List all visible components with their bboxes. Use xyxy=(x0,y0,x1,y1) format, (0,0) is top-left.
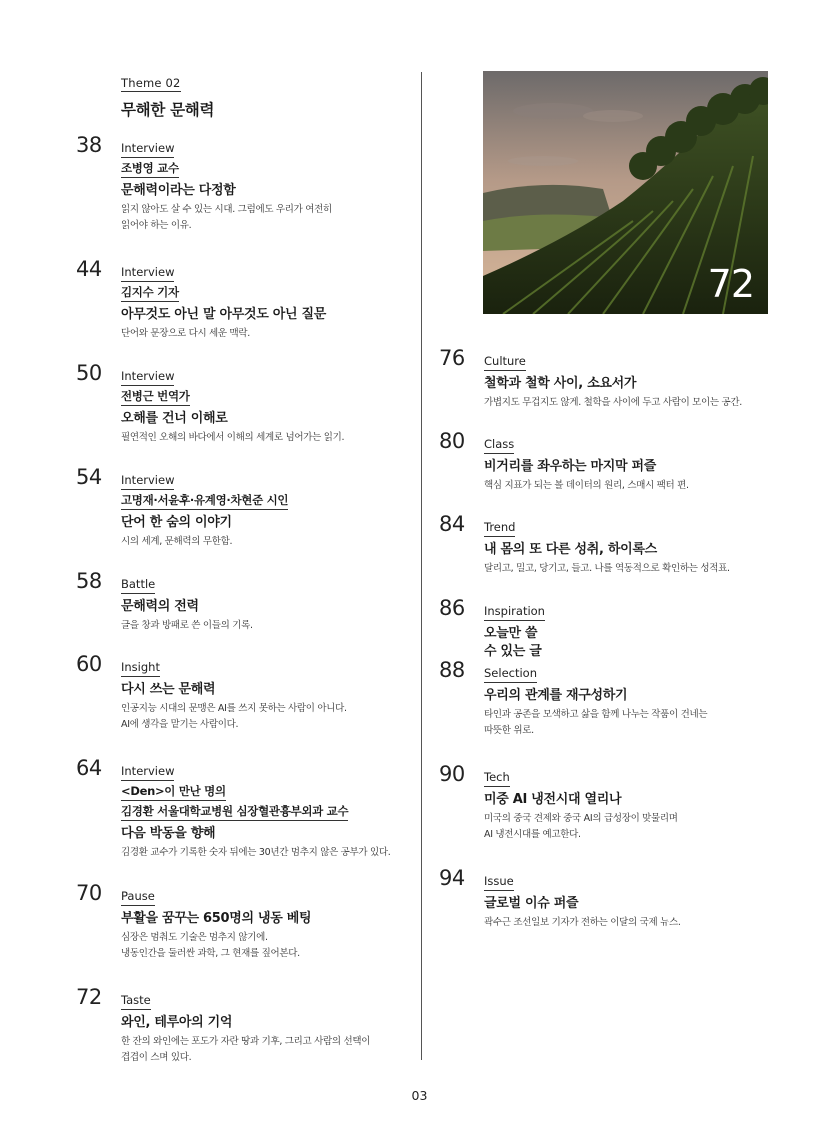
entry-title: 내 몸의 또 다른 성취, 하이록스 xyxy=(484,542,657,557)
desc-line: 타인과 공존을 모색하고 삶을 함께 나누는 작품이 건네는 xyxy=(484,709,708,720)
entry-title: 문해력이라는 다정함 xyxy=(121,183,236,198)
category-label: Interview xyxy=(121,369,174,386)
desc-line: 필연적인 오해의 바다에서 이해의 세계로 넘어가는 읽기. xyxy=(121,432,345,443)
entry-title: 비거리를 좌우하는 마지막 퍼즐 xyxy=(484,459,657,474)
byline: <Den>이 만난 명의 xyxy=(121,784,226,801)
page-number: 84 xyxy=(439,512,465,536)
entry-content xyxy=(121,989,421,1066)
category-label: Class xyxy=(484,437,514,454)
desc-line: 시의 세계, 문해력의 무한함. xyxy=(121,536,233,547)
entry-title: 다음 박동을 향해 xyxy=(121,826,216,841)
category-label: Inspiration xyxy=(484,604,545,621)
category-label: Interview xyxy=(121,141,174,158)
entry-content xyxy=(121,573,421,634)
page-number: 70 xyxy=(76,881,102,905)
desc-line: 핵심 지표가 되는 볼 데이터의 원리, 스매시 팩터 편. xyxy=(484,480,689,491)
desc-line: 심장은 멈춰도 기술은 멈추지 않기에. xyxy=(121,932,268,943)
category-label: Selection xyxy=(484,666,537,683)
category-label: Battle xyxy=(121,577,155,594)
entry-content xyxy=(121,365,421,446)
page-number: 54 xyxy=(76,465,102,489)
column-divider xyxy=(421,72,422,1060)
desc-line: 곽수근 조선일보 기자가 전하는 이달의 국제 뉴스. xyxy=(484,917,681,928)
desc-line: 단어와 문장으로 다시 세운 맥락. xyxy=(121,328,251,339)
page-number: 76 xyxy=(439,346,465,370)
entry-title: 우리의 관계를 재구성하기 xyxy=(484,688,628,703)
byline: 김지수 기자 xyxy=(121,285,179,302)
category-label: Interview xyxy=(121,473,174,490)
entry-description xyxy=(484,707,784,739)
entry-description xyxy=(484,561,784,577)
entry-content xyxy=(484,662,784,739)
entry-title: 글로벌 이슈 퍼즐 xyxy=(484,896,579,911)
desc-line: 달리고, 밀고, 당기고, 들고. 나를 역동적으로 확인하는 성적표. xyxy=(484,563,730,574)
entry-description xyxy=(121,202,421,234)
byline: 고명재·서윤후·유계영·차현준 시인 xyxy=(121,493,288,510)
entry-description xyxy=(121,618,421,634)
byline: 전병근 번역가 xyxy=(121,389,190,406)
entry-description xyxy=(121,845,421,861)
page-number: 80 xyxy=(439,429,465,453)
desc-line: 글을 창과 방패로 쓴 이들의 기록. xyxy=(121,620,253,631)
entry-description xyxy=(121,1034,421,1066)
entry-content xyxy=(484,350,784,411)
page-number: 44 xyxy=(76,257,102,281)
desc-line: AI에 생각을 맡기는 사람이다. xyxy=(121,719,239,730)
desc-line: AI 냉전시대를 예고한다. xyxy=(484,829,581,840)
entry-title: 오늘만 쓸 수 있는 글 xyxy=(484,626,542,659)
category-label: Trend xyxy=(484,520,515,537)
page-number: 88 xyxy=(439,658,465,682)
desc-line: 읽지 않아도 살 수 있는 시대. 그럼에도 우리가 여전히 xyxy=(121,204,332,215)
page-number: 72 xyxy=(76,985,102,1009)
entry-content xyxy=(121,656,421,733)
page-number: 38 xyxy=(76,133,102,157)
page-number: 90 xyxy=(439,762,465,786)
desc-line: 한 잔의 와인에는 포도가 자란 땅과 기후, 그리고 사람의 선택이 xyxy=(121,1036,371,1047)
entry-title: 오해를 건너 이해로 xyxy=(121,411,228,426)
category-label: Interview xyxy=(121,764,174,781)
entry-content xyxy=(484,870,784,931)
entry-description xyxy=(121,930,421,962)
category-label: Interview xyxy=(121,265,174,282)
category-label: Taste xyxy=(121,993,151,1010)
category-label: Insight xyxy=(121,660,160,677)
byline: 김경환 서울대학교병원 심장혈관흉부외과 교수 xyxy=(121,804,348,821)
entry-content xyxy=(121,261,421,342)
desc-line: 미국의 중국 견제와 중국 AI의 급성장이 맞물리며 xyxy=(484,813,678,824)
entry-title: 철학과 철학 사이, 소요서가 xyxy=(484,376,637,391)
vineyard-photo[interactable] xyxy=(483,71,768,314)
entry-title: 아무것도 아닌 말 아무것도 아닌 질문 xyxy=(121,307,326,322)
entry-description xyxy=(484,395,784,411)
theme-header xyxy=(121,72,214,120)
desc-line: 김경환 교수가 기록한 숫자 뒤에는 30년간 멈추지 않은 공부가 있다. xyxy=(121,847,391,858)
entry-description xyxy=(484,478,784,494)
entry-content xyxy=(484,433,784,494)
entry-content xyxy=(121,885,421,962)
theme-title: 무해한 문해력 xyxy=(121,101,215,119)
desc-line: 읽어야 하는 이유. xyxy=(121,220,192,231)
entry-title: 부활을 꿈꾸는 650명의 냉동 베팅 xyxy=(121,911,312,926)
entry-description xyxy=(484,915,784,931)
entry-description xyxy=(121,326,421,342)
entry-content xyxy=(121,137,421,234)
theme-label: Theme 02 xyxy=(121,76,181,90)
entry-title: 와인, 테루아의 기억 xyxy=(121,1015,233,1030)
entry-description xyxy=(484,811,784,843)
page-number: 60 xyxy=(76,652,102,676)
entry-content xyxy=(484,600,545,661)
entry-content xyxy=(121,469,421,550)
desc-line: 겹겹이 스며 있다. xyxy=(121,1052,192,1063)
entry-content xyxy=(484,766,784,843)
entry-title: 단어 한 숨의 이야기 xyxy=(121,515,232,530)
category-label: Issue xyxy=(484,874,514,891)
entry-title: 미중 AI 냉전시대 열리나 xyxy=(484,792,622,807)
category-label: Tech xyxy=(484,770,510,787)
photo-page-label: 72 xyxy=(707,262,754,306)
entry-title: 다시 쓰는 문해력 xyxy=(121,682,216,697)
category-label: Pause xyxy=(121,889,155,906)
desc-line: 가볍지도 무겁지도 않게. 철학을 사이에 두고 사람이 모이는 공간. xyxy=(484,397,743,408)
page-number: 50 xyxy=(76,361,102,385)
page-number: 64 xyxy=(76,756,102,780)
page-number: 58 xyxy=(76,569,102,593)
entry-title: 문해력의 전력 xyxy=(121,599,199,614)
entry-description xyxy=(121,534,421,550)
folio-page-number: 03 xyxy=(411,1088,428,1103)
page-number: 86 xyxy=(439,596,465,620)
entry-content xyxy=(484,516,784,577)
category-label: Culture xyxy=(484,354,526,371)
entry-description xyxy=(121,430,421,446)
desc-line: 따뜻한 위로. xyxy=(484,725,534,736)
entry-content xyxy=(121,760,421,861)
byline: 조병영 교수 xyxy=(121,161,179,178)
desc-line: 냉동인간을 둘러싼 과학, 그 현재를 짚어본다. xyxy=(121,948,300,959)
desc-line: 인공지능 시대의 문맹은 AI를 쓰지 못하는 사람이 아니다. xyxy=(121,703,347,714)
entry-description xyxy=(121,701,421,733)
page-number: 94 xyxy=(439,866,465,890)
